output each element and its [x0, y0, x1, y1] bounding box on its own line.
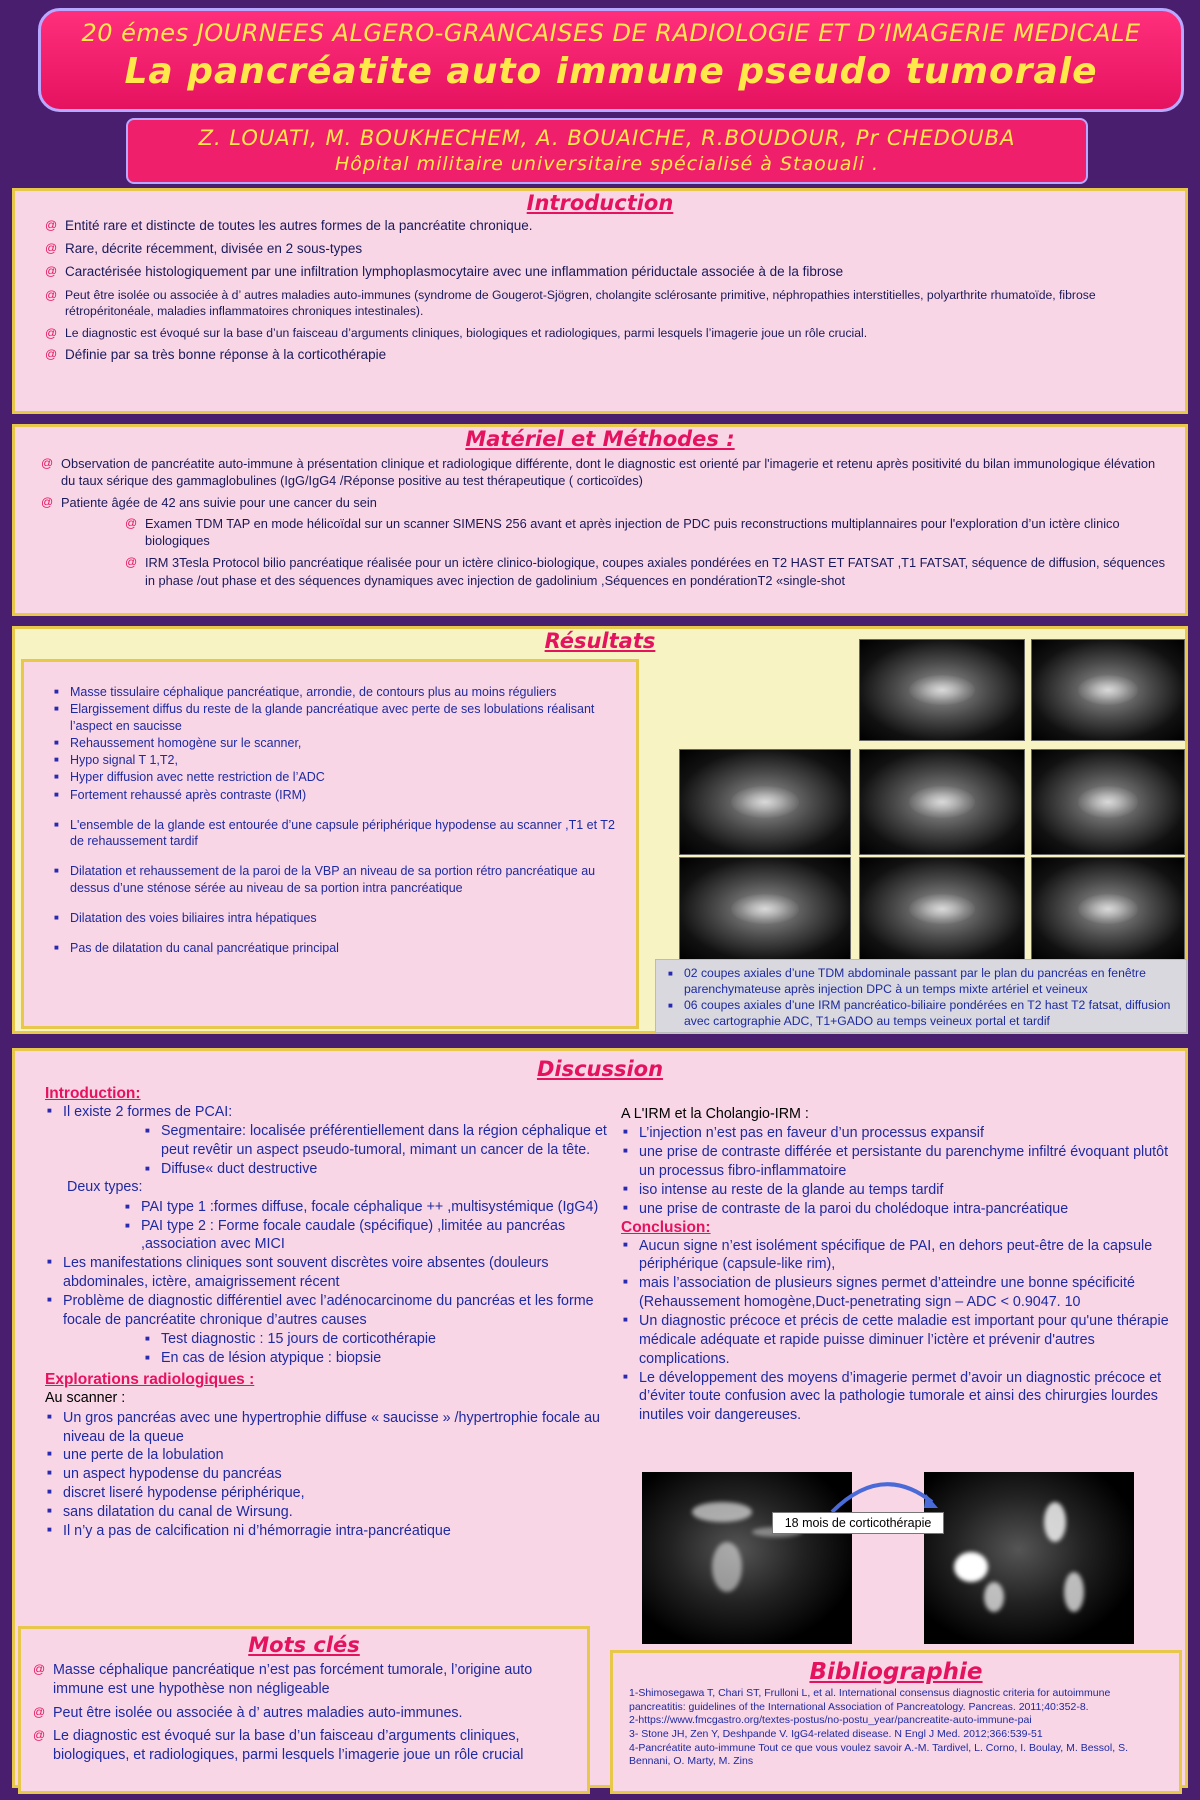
- list-item: ■ un aspect hypodense du pancréas: [45, 1465, 619, 1484]
- list-item: ■ une prise de contraste différée et persistante du parenchyme infiltré évoquant plutôt un processus fibro-inflammatoire: [621, 1143, 1181, 1181]
- keywords-list: [31, 1661, 577, 1765]
- mri-image: [679, 749, 851, 855]
- list-item: ■ Dilatation et rehaussement de la paroi de la VBP an niveau de sa portion rétro pancréatique au dessus d’une sténose sérée au niveau de sa portion intra pancréatique: [52, 863, 630, 896]
- list-item: ■ 02 coupes axiales d’une TDM abdominale passant par le plan du pancréas en fenêtre parenchymateuse après injection DPC à un temps mixte artériel et veineux: [666, 966, 1178, 998]
- treatment-duration-label: 18 mois de corticothérapie: [772, 1512, 944, 1534]
- image-caption: [655, 959, 1187, 1033]
- mrcp-after-image: [924, 1472, 1134, 1644]
- mri-image: [679, 857, 851, 961]
- bibliography-section: [610, 1650, 1182, 1794]
- mri-image: [859, 857, 1025, 961]
- results-title: Résultats: [544, 629, 656, 653]
- list-item: @ Examen TDM TAP en mode hélicoïdal sur un scanner SIMENS 256 avant et après injection de PDC puis reconstructions multiplannaires pour l'exploration d’un ictère clinico biologiques: [123, 515, 1169, 550]
- list-item: ■ Diffuse« duct destructive: [145, 1160, 619, 1179]
- types-heading: Deux types:: [67, 1179, 143, 1196]
- ct-image: [859, 639, 1025, 741]
- scanner-heading: Au scanner :: [45, 1390, 126, 1407]
- methods-section: [12, 424, 1188, 616]
- list-item: @ Entité rare et distincte de toutes les autres formes de la pancréatite chronique.: [43, 217, 1169, 235]
- list-item: ■ Problème de diagnostic différentiel avec l’adénocarcinome du pancréas et les forme focale de pancréatite chronique d’autres causes: [45, 1292, 619, 1330]
- title-banner: [38, 8, 1184, 112]
- list-item: ■ L'ensemble de la glande est entourée d’une capsule périphérique hypodense au scanner ,T1 et T2 de rehaussement tardif: [52, 817, 630, 850]
- pcai-sublist: [145, 1122, 619, 1179]
- irm-heading: A L'IRM et la Cholangio-IRM :: [621, 1106, 809, 1122]
- conclusion-list: [621, 1237, 1181, 1426]
- discussion-right-column: [621, 1105, 1181, 1425]
- affiliation: Hôpital militaire universitaire spécialisé à Staouali .: [334, 153, 880, 175]
- list-item: ■ Un diagnostic précoce et précis de cette maladie est important pour qu'une thérapie médicale adéquate et rapide puisse diminuer l’ictère et prévenir d'autres complications.: [621, 1312, 1181, 1369]
- mrcp-before-image: [642, 1472, 852, 1644]
- list-item: ■ Segmentaire: localisée préférentiellement dans la région céphalique et peut revêtir un aspect pseudo-tumoral, mimant un cancer de la tête.: [145, 1122, 619, 1160]
- list-item: @ Rare, décrite récemment, divisée en 2 sous-types: [43, 240, 1169, 258]
- discussion-list: [45, 1254, 619, 1329]
- list-item: @ Peut être isolée ou associée à d’ autres maladies auto-immunes (syndrome de Gougerot-Sjögren, cholangite sclérosante primitive, néphropathies interstitielles, polyarthrite rhumatoïde, fibrose rétropéritonéale, maladies inflammatoires chroniques intestinales).: [43, 287, 1169, 320]
- authors-banner: [126, 118, 1088, 184]
- mri-image: [859, 749, 1025, 855]
- list-item: ■ Elargissement diffus du reste de la glande pancréatique avec perte de ses lobulations réalisant l’aspect en saucisse: [52, 701, 630, 734]
- types-list: [125, 1198, 619, 1255]
- list-item: ■ Masse tissulaire céphalique pancréatique, arrondie, de contours plus au moins réguliers: [52, 684, 630, 700]
- results-section: [12, 626, 1188, 1034]
- list-item: ■ L’injection n’est pas en faveur d’un processus expansif: [621, 1124, 1181, 1143]
- poster-title: La pancréatite auto immune pseudo tumorale: [124, 51, 1098, 92]
- reference-item: 2-https://www.fmcgastro.org/textes-postus/no-postu_year/pancreatite-auto-immune-pai: [629, 1714, 1032, 1727]
- author-list: Z. LOUATI, M. BOUKHECHEM, A. BOUAICHE, R.BOUDOUR, Pr CHEDOUBA: [198, 126, 1016, 150]
- methods-title: Matériel et Méthodes :: [465, 427, 735, 451]
- reference-item: 3- Stone JH, Zen Y, Deshpande V. IgG4-related disease. N Engl J Med. 2012;366:539-51: [629, 1727, 1043, 1740]
- list-item: @ Peut être isolée ou associée à d’ autres maladies auto-immunes.: [31, 1704, 577, 1723]
- mrcp-comparison: [626, 1472, 1132, 1644]
- introduction-list: [43, 217, 1169, 364]
- list-item: ■ Aucun signe n’est isolément spécifique de PAI, en dehors peut-être de la capsule périphérique (capsule-like rim),: [621, 1237, 1181, 1275]
- ct-image: [1031, 639, 1185, 741]
- discussion-left-column: [45, 1085, 619, 1541]
- list-item: ■ une prise de contraste de la paroi du cholédoque intra-pancréatique: [621, 1200, 1181, 1219]
- list-item: ■ PAI type 2 : Forme focale caudale (spécifique) ,limitée au pancréas ,association avec MICI: [125, 1217, 619, 1255]
- list-item: ■ iso intense au reste de la glande au temps tardif: [621, 1181, 1181, 1200]
- reference-item: 1-Shimosegawa T, Chari ST, Frulloni L, et al. International consensus diagnostic criteria for autoimmune pancreatitis: guidelines of the International Association of Pancreatology. Pancreas. 2011;40:352-8.: [629, 1687, 1111, 1713]
- caption-list: [666, 966, 1178, 1029]
- list-item: @ Définie par sa très bonne réponse à la corticothérapie: [43, 346, 1169, 364]
- list-item: ■ mais l’association de plusieurs signes permet d’atteindre une bonne spécificité (Rehaussement homogène,Duct-penetrating sign – ADC < 0.9047. 10: [621, 1274, 1181, 1312]
- explorations-heading: Explorations radiologiques :: [45, 1371, 255, 1389]
- results-list: [52, 684, 630, 956]
- list-item: @ Caractérisée histologiquement par une infiltration lymphoplasmocytaire avec une inflammation périductale associée à de la fibrose: [43, 263, 1169, 281]
- list-item: ■ 06 coupes axiales d’une IRM pancréatico-biliaire pondérées en T2 hast T2 fatsat, diffusion avec cartographie ADC, T1+GADO au temps veineux portal et tardif: [666, 998, 1178, 1030]
- mri-image: [1031, 749, 1185, 855]
- pcai-list: [45, 1103, 619, 1122]
- list-item: ■ Un gros pancréas avec une hypertrophie diffuse « saucisse » /hypertrophie focale au niveau de la queue: [45, 1409, 619, 1447]
- list-item: @ Patiente âgée de 42 ans suivie pour une cancer du sein: [39, 494, 1169, 511]
- keywords-section: [18, 1626, 590, 1794]
- introduction-title: Introduction: [526, 191, 674, 215]
- diagnosis-sublist: [145, 1330, 619, 1368]
- mri-image: [1031, 857, 1185, 961]
- results-findings: [21, 659, 639, 1029]
- discussion-intro-heading: Introduction:: [45, 1085, 141, 1102]
- keywords-title: Mots clés: [248, 1633, 360, 1657]
- scanner-list: [45, 1409, 619, 1541]
- list-item: ■ Pas de dilatation du canal pancréatique principal: [52, 940, 630, 956]
- conclusion-heading: Conclusion:: [621, 1218, 711, 1236]
- list-item: @ Masse céphalique pancréatique n’est pas forcément tumorale, l’origine auto immune est une hypothèse non négligeable: [31, 1661, 577, 1700]
- list-item: ■ En cas de lésion atypique : biopsie: [145, 1349, 619, 1368]
- reference-list: [613, 1685, 1179, 1769]
- bibliography-title: Bibliographie: [809, 1659, 983, 1685]
- list-item: ■ Les manifestations cliniques sont souvent discrètes voire absentes (douleurs abdominales, ictère, amaigrissement récent: [45, 1254, 619, 1292]
- list-item: ■ Rehaussement homogène sur le scanner,: [52, 735, 630, 751]
- discussion-title: Discussion: [536, 1057, 664, 1081]
- introduction-section: [12, 188, 1188, 414]
- list-item: ■ PAI type 1 :formes diffuse, focale céphalique ++ ,multisystémique (IgG4): [125, 1198, 619, 1217]
- list-item: ■ Hyper diffusion avec nette restriction de l’ADC: [52, 769, 630, 785]
- list-item: ■ sans dilatation du canal de Wirsung.: [45, 1503, 619, 1522]
- list-item: ■ Fortement rehaussé après contraste (IRM): [52, 787, 630, 803]
- irm-list: [621, 1124, 1181, 1218]
- list-item: ■ Hypo signal T 1,T2,: [52, 752, 630, 768]
- list-item: @ Le diagnostic est évoqué sur la base d’un faisceau d’arguments cliniques, biologiques, et radiologiques, parmi lesquels l’imagerie joue un rôle crucial: [31, 1727, 577, 1766]
- congress-name: 20 émes JOURNEES ALGERO-GRANCAISES DE RADIOLOGIE ET D’IMAGERIE MEDICALE: [81, 19, 1141, 47]
- list-item: ■ discret liseré hypodense périphérique,: [45, 1484, 619, 1503]
- methods-sublist: [123, 515, 1169, 589]
- methods-list: [39, 455, 1169, 511]
- arrow-icon: [822, 1472, 942, 1516]
- list-item: ■ Test diagnostic : 15 jours de corticothérapie: [145, 1330, 619, 1349]
- reference-item: 4-Pancréatite auto-immune Tout ce que vous voulez savoir A.-M. Tardivel, L. Corno, I. Boulay, M. Bessol, S. Bennani, O. Marty, M. Zins: [629, 1741, 1128, 1768]
- list-item: ■ Dilatation des voies biliaires intra hépatiques: [52, 910, 630, 926]
- list-item: ■ une perte de la lobulation: [45, 1446, 619, 1465]
- list-item: @ IRM 3Tesla Protocol bilio pancréatique réalisée pour un ictère clinico-biologique, coupes axiales pondérées en T2 HAST ET FATSAT ,T1 FATSAT, séquence de diffusion, séquences in phase /out phase et des séquences dynamiques avec injection de gadolinium ,Séquences en pondérationT2 «single-shot: [123, 554, 1169, 589]
- list-item: ■ Le développement des moyens d’imagerie permet d’avoir un diagnostic précoce et d’éviter toute confusion avec la pathologie tumorale et ainsi des chirurgies lourdes inutiles voir dangereuses.: [621, 1369, 1181, 1426]
- list-item: @ Observation de pancréatite auto-immune à présentation clinique et radiologique différente, dont le diagnostic est orienté par l'imagerie et retenu après positivité du bilan immunologique élévation du taux sérique des gammaglobulines (IgG/IgG4 /Réponse positive au test thérapeutique ( corticoïdes): [39, 455, 1169, 490]
- list-item: ■ Il n’y a pas de calcification ni d’hémorragie intra-pancréatique: [45, 1522, 619, 1541]
- list-item: @ Le diagnostic est évoqué sur la base d’un faisceau d’arguments cliniques, biologiques et radiologiques, parmi lesquels l’imagerie joue un rôle crucial.: [43, 325, 1169, 341]
- list-item: ■ Il existe 2 formes de PCAI:: [45, 1103, 619, 1122]
